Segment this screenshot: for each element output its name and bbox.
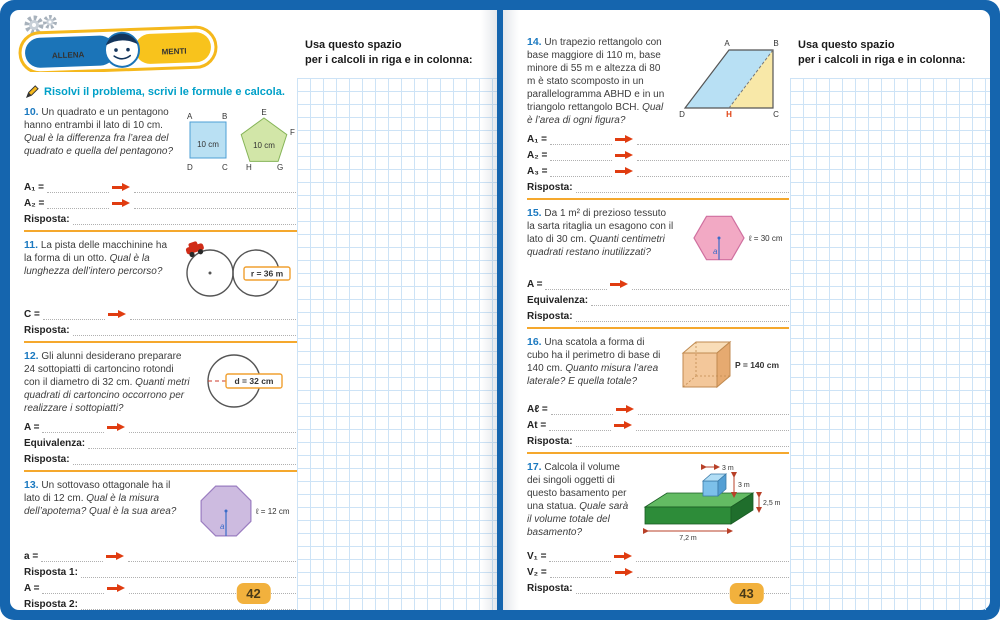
dotted-line: [47, 181, 109, 193]
page-number-43: 43: [729, 583, 763, 604]
logo-text-menti: MENTI: [161, 46, 187, 57]
dotted-line: [636, 419, 789, 431]
vertex-label: C: [222, 163, 228, 172]
answer-row: [24, 209, 298, 225]
problem-question: Qual è la misura dell’apotema? Qual è la sua area?: [24, 493, 177, 517]
apothem-label: a: [220, 522, 225, 531]
calc-space-header: [297, 10, 497, 76]
problem-statement: Un trapezio rettangolo con base maggiore di 110 m, base minore di 55 m e altezza di 80 m è stato scomposto in un parallelogramma ABHD e in un triangolo rettangolo BCH.: [527, 37, 665, 113]
red-arrow-icon: [615, 134, 634, 144]
answer-label: Equivalenza:: [527, 295, 589, 306]
problem-number: 16.: [527, 336, 542, 348]
dotted-line: [636, 550, 789, 562]
red-arrow-icon: [615, 166, 634, 176]
dotted-line: [638, 403, 789, 415]
problem-number: 13.: [24, 479, 39, 491]
dotted-line: [576, 310, 789, 322]
page-number-42: 42: [236, 583, 270, 604]
red-arrow-icon: [614, 551, 633, 561]
dotted-line: [637, 165, 789, 177]
problem-11: [24, 239, 298, 336]
problem-question: Quanti metri quadrati di cartoncino occorrono per realizzare i sottopiatti?: [24, 377, 190, 414]
dotted-line: [134, 181, 298, 193]
answer-row: [527, 161, 789, 177]
dotted-line: [545, 278, 607, 290]
side-measure: 10 cm: [253, 141, 275, 150]
radius-measure: r = 36 m: [250, 268, 284, 279]
answer-label: a =: [24, 551, 39, 562]
vertex-label: D: [679, 110, 685, 119]
dotted-line: [73, 324, 298, 336]
calc-header-line1: Usa questo spazio: [798, 39, 895, 51]
divider: [527, 198, 789, 200]
answer-row: [24, 433, 298, 449]
answer-row: [527, 177, 789, 193]
logo-text-allena: ALLENA: [51, 50, 85, 61]
divider: [24, 341, 298, 343]
vertex-label: G: [277, 163, 284, 172]
answer-label: Risposta:: [527, 311, 573, 322]
dotted-line: [81, 566, 298, 578]
dotted-line: [550, 566, 612, 578]
red-arrow-icon: [616, 404, 635, 414]
answer-row: [527, 145, 789, 161]
dimension-label: 3 m: [738, 482, 750, 489]
answer-label: C =: [24, 309, 40, 320]
vertex-label: C: [773, 110, 779, 119]
answer-label: A₃ =: [527, 166, 548, 177]
problems-column-left: [24, 106, 298, 610]
dotted-line: [43, 308, 105, 320]
answer-row: [527, 546, 789, 562]
vertex-label: H: [246, 163, 252, 172]
answer-label: A₁ =: [527, 134, 547, 145]
dotted-line: [47, 197, 109, 209]
problem-statement: Gli alunni desiderano preparare 24 sottopiatti di cartoncino rotondi con il diametro di 32 cm.: [24, 351, 182, 388]
vertex-label: B: [222, 112, 228, 121]
answer-label: Aℓ =: [527, 404, 548, 415]
red-arrow-icon: [112, 198, 131, 208]
dotted-line: [549, 550, 611, 562]
dotted-line: [632, 278, 789, 290]
divider: [24, 470, 298, 472]
answer-row: [24, 449, 298, 465]
allenamenti-logo: [18, 14, 223, 72]
figure-hexagon: [681, 207, 789, 269]
pencil-icon: [24, 84, 39, 99]
problem-question: Quanto misura l’area laterale? E quella totale?: [527, 363, 659, 387]
side-measure: 10 cm: [197, 140, 219, 149]
problem-15: [527, 207, 789, 322]
dotted-line: [576, 435, 789, 447]
answer-row: [527, 129, 789, 145]
grid-paper: [297, 78, 497, 610]
vertex-label-h: H: [726, 110, 732, 119]
grid-paper: [790, 78, 990, 610]
dotted-line: [550, 149, 612, 161]
dotted-line: [130, 308, 298, 320]
problem-statement: Un sottovaso ottagonale ha il lato di 12 cm.: [24, 480, 171, 504]
dimension-label: 3 m: [722, 465, 734, 472]
dotted-line: [42, 421, 104, 433]
calc-space-right: [790, 10, 990, 610]
dotted-line: [134, 197, 298, 209]
problem-number: 14.: [527, 36, 542, 48]
dotted-line: [88, 437, 298, 449]
red-arrow-icon: [610, 279, 629, 289]
perimeter-measure: P = 140 cm: [735, 360, 780, 370]
dimension-label: 7,2 m: [679, 535, 697, 541]
answer-row: [527, 399, 789, 415]
answer-row: [527, 415, 789, 431]
red-arrow-icon: [107, 422, 126, 432]
answer-label: Risposta:: [24, 325, 70, 336]
problem-16: [527, 336, 789, 447]
answer-row: [24, 177, 298, 193]
answer-label: At =: [527, 420, 547, 431]
calc-header-line2: per i calcoli in riga e in colonna:: [305, 53, 473, 66]
answer-row: [24, 546, 298, 562]
figure-trapezoid: [677, 36, 789, 120]
dotted-line: [41, 550, 103, 562]
vertex-label: E: [261, 108, 267, 117]
answer-label: Risposta:: [24, 214, 70, 225]
problem-number: 17.: [527, 461, 542, 473]
problem-17: [527, 461, 789, 594]
red-arrow-icon: [107, 583, 126, 593]
figure-square-and-pentagon: [180, 106, 298, 172]
diameter-measure: d = 32 cm: [234, 376, 274, 386]
answer-label: V₁ =: [527, 551, 547, 562]
side-measure: ℓ = 12 cm: [256, 507, 290, 516]
calc-header-line2: per i calcoli in riga e in colonna:: [798, 53, 966, 66]
dotted-line: [73, 453, 298, 465]
problem-number: 15.: [527, 207, 542, 219]
page-42: [10, 10, 497, 610]
instruction-text: Risolvi il problema, scrivi le formule e calcola.: [44, 85, 285, 98]
answer-label: Risposta:: [527, 583, 573, 594]
answer-label: A =: [24, 583, 40, 594]
problem-10: [24, 106, 298, 225]
problem-statement: La pista delle macchinine ha la forma di un otto.: [24, 240, 168, 264]
problem-12: [24, 350, 298, 465]
calc-space-header: [790, 10, 990, 76]
problem-statement: Un quadrato e un pentagono hanno entrambi il lato di 10 cm.: [24, 107, 169, 131]
side-measure: ℓ = 30 cm: [749, 234, 783, 243]
dotted-line: [551, 403, 613, 415]
dotted-line: [576, 181, 789, 193]
dotted-line: [591, 294, 789, 306]
problem-number: 10.: [24, 106, 39, 118]
answer-label: Risposta:: [527, 182, 573, 193]
figure-circle-diameter: [198, 350, 298, 412]
answer-row: [24, 304, 298, 320]
problem-number: 12.: [24, 350, 39, 362]
answer-row: [527, 306, 789, 322]
answer-label: A =: [527, 279, 543, 290]
dimension-label: 2,5 m: [763, 500, 781, 507]
answer-row: [527, 562, 789, 578]
figure-pedestal: [641, 461, 789, 541]
answer-label: Risposta:: [24, 454, 70, 465]
answer-row: [24, 562, 298, 578]
answer-row: [527, 431, 789, 447]
vertex-label: D: [187, 163, 193, 172]
answer-label: A₂ =: [527, 150, 548, 161]
divider: [527, 327, 789, 329]
dotted-line: [128, 550, 298, 562]
calc-header-line1: Usa questo spazio: [305, 39, 402, 51]
vertex-label: A: [724, 39, 730, 48]
problem-question: Qual è la differenza fra l’area del quadrato e quella del pentagono?: [24, 133, 174, 157]
problem-statement: Da 1 m² di prezioso tessuto la sarta ritaglia un esagono con il lato di 30 cm.: [527, 208, 674, 245]
calc-space-left: [297, 10, 497, 610]
answer-row: [24, 193, 298, 209]
red-arrow-icon: [615, 150, 634, 160]
divider: [24, 230, 298, 232]
problem-question: Qual è la lunghezza dell’intero percorso?: [24, 253, 163, 277]
answer-row: [527, 274, 789, 290]
dotted-line: [549, 419, 611, 431]
figure-eight-track: [180, 239, 298, 299]
answer-row: [24, 417, 298, 433]
vertex-label: B: [773, 39, 779, 48]
dotted-line: [550, 165, 612, 177]
answer-label: A₁ =: [24, 182, 44, 193]
figure-octagon: [190, 479, 298, 541]
red-arrow-icon: [108, 309, 127, 319]
dotted-line: [42, 582, 104, 594]
answer-label: V₂ =: [527, 567, 547, 578]
red-arrow-icon: [106, 551, 125, 561]
answer-row: [24, 320, 298, 336]
red-arrow-icon: [112, 182, 131, 192]
dotted-line: [637, 566, 789, 578]
answer-label: A =: [24, 422, 40, 433]
problem-statement: Calcola il volume dei singoli oggetti di questo basamento per una statua.: [527, 462, 627, 512]
answer-label: Risposta 1:: [24, 567, 78, 578]
problem-question: Quale sarà il volume totale del basamento?: [527, 501, 629, 538]
problem-statement: Una scatola a forma di cubo ha il perimetro di base di 140 cm.: [527, 337, 661, 374]
answer-label: Equivalenza:: [24, 438, 86, 449]
page-43: [503, 10, 990, 610]
apothem-label: a: [713, 247, 718, 256]
problem-question: Qual è l’area di ogni figura?: [527, 102, 664, 126]
problem-number: 11.: [24, 239, 39, 251]
dotted-line: [637, 133, 789, 145]
divider: [527, 452, 789, 454]
red-arrow-icon: [615, 567, 634, 577]
dotted-line: [550, 133, 612, 145]
problems-column-right: [527, 36, 789, 594]
instruction-header: [24, 84, 285, 99]
red-arrow-icon: [614, 420, 633, 430]
answer-label: A₂ =: [24, 198, 45, 209]
dotted-line: [637, 149, 789, 161]
answer-label: Risposta:: [527, 436, 573, 447]
gears-icon: [27, 17, 55, 32]
dotted-line: [73, 213, 298, 225]
dotted-line: [129, 421, 298, 433]
answer-row: [527, 290, 789, 306]
answer-label: Risposta 2:: [24, 599, 78, 610]
vertex-label: A: [187, 112, 193, 121]
vertex-label: F: [290, 128, 295, 137]
problem-question: Quanti centimetri quadrati restano inutilizzati?: [527, 234, 665, 258]
figure-cube: [671, 336, 789, 394]
problem-14: [527, 36, 789, 193]
dotted-line: [129, 582, 298, 594]
